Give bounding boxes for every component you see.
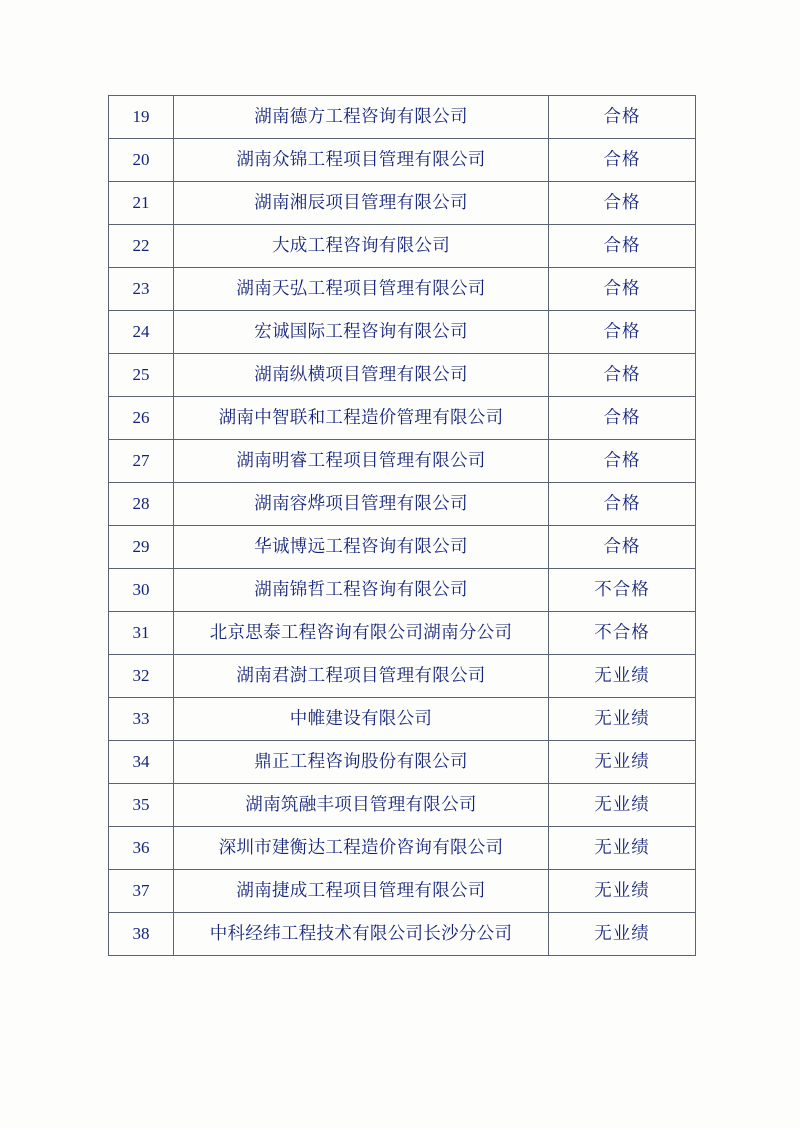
row-index-text: 27 [132, 450, 150, 470]
table-row [109, 569, 696, 612]
table-row [109, 698, 696, 741]
review-result-cell [549, 698, 696, 741]
company-name-cell [174, 139, 549, 182]
review-result-cell [549, 483, 696, 526]
table-row [109, 612, 696, 655]
review-result-text: 无业绩 [594, 708, 650, 729]
company-name-text: 湖南湘辰项目管理有限公司 [254, 192, 468, 213]
row-index-cell [109, 913, 174, 956]
company-name-cell [174, 569, 549, 612]
row-index-text: 25 [132, 364, 150, 384]
row-index-cell [109, 655, 174, 698]
company-name-text: 中科经纬工程技术有限公司长沙分公司 [209, 923, 513, 944]
row-index-text: 37 [132, 880, 150, 900]
row-index-cell [109, 569, 174, 612]
company-name-cell [174, 440, 549, 483]
company-name-cell [174, 741, 549, 784]
company-name-cell [174, 268, 549, 311]
company-name-cell [174, 612, 549, 655]
review-result-cell [549, 96, 696, 139]
review-result-text: 合格 [603, 321, 641, 342]
company-name-text: 湖南锦哲工程咨询有限公司 [254, 579, 468, 600]
review-result-cell [549, 440, 696, 483]
company-name-text: 鼎正工程咨询股份有限公司 [254, 751, 468, 772]
company-name-text: 中帷建设有限公司 [289, 708, 433, 729]
table-row [109, 225, 696, 268]
row-index-cell [109, 698, 174, 741]
row-index-cell [109, 354, 174, 397]
company-name-cell [174, 225, 549, 268]
row-index-text: 19 [132, 106, 150, 126]
company-name-cell [174, 913, 549, 956]
review-result-cell [549, 569, 696, 612]
row-index-text: 20 [132, 149, 150, 169]
table-row [109, 483, 696, 526]
review-result-cell [549, 784, 696, 827]
row-index-text: 28 [132, 493, 150, 513]
review-result-text: 无业绩 [594, 751, 650, 772]
review-result-cell [549, 311, 696, 354]
company-name-text: 北京思泰工程咨询有限公司湖南分公司 [209, 622, 513, 643]
review-result-text: 无业绩 [594, 794, 650, 815]
row-index-text: 22 [132, 235, 150, 255]
row-index-text: 32 [132, 665, 150, 685]
table-row [109, 182, 696, 225]
row-index-text: 34 [132, 751, 150, 771]
review-result-text: 无业绩 [594, 923, 650, 944]
company-name-cell [174, 526, 549, 569]
company-name-text: 大成工程咨询有限公司 [272, 235, 450, 256]
company-name-cell [174, 655, 549, 698]
review-result-cell [549, 913, 696, 956]
table-row [109, 354, 696, 397]
company-name-cell [174, 354, 549, 397]
review-result-text: 合格 [603, 450, 641, 471]
company-name-text: 湖南君澍工程项目管理有限公司 [236, 665, 486, 686]
review-result-cell [549, 225, 696, 268]
row-index-text: 21 [132, 192, 150, 212]
row-index-text: 33 [132, 708, 150, 728]
table-row [109, 440, 696, 483]
review-result-text: 合格 [603, 149, 641, 170]
company-name-cell [174, 311, 549, 354]
row-index-text: 36 [132, 837, 150, 857]
row-index-cell [109, 483, 174, 526]
company-name-text: 湖南容烨项目管理有限公司 [254, 493, 468, 514]
review-result-cell [549, 741, 696, 784]
company-name-text: 湖南纵横项目管理有限公司 [254, 364, 468, 385]
company-name-cell [174, 698, 549, 741]
row-index-cell [109, 397, 174, 440]
review-result-cell [549, 827, 696, 870]
row-index-text: 29 [132, 536, 150, 556]
review-result-text: 合格 [603, 106, 641, 127]
row-index-text: 26 [132, 407, 150, 427]
row-index-cell [109, 526, 174, 569]
review-results-table [108, 95, 696, 956]
table-body [109, 96, 696, 956]
row-index-text: 30 [132, 579, 150, 599]
table-row [109, 526, 696, 569]
row-index-cell [109, 139, 174, 182]
company-name-cell [174, 784, 549, 827]
review-result-text: 合格 [603, 364, 641, 385]
review-result-text: 合格 [603, 278, 641, 299]
review-result-cell [549, 354, 696, 397]
review-result-cell [549, 268, 696, 311]
review-result-text: 合格 [603, 235, 641, 256]
row-index-cell [109, 870, 174, 913]
review-result-text: 合格 [603, 536, 641, 557]
review-result-text: 无业绩 [594, 665, 650, 686]
row-index-text: 31 [132, 622, 150, 642]
review-result-text: 合格 [603, 493, 641, 514]
row-index-cell [109, 225, 174, 268]
table-row [109, 913, 696, 956]
company-name-cell [174, 483, 549, 526]
row-index-cell [109, 612, 174, 655]
row-index-text: 24 [132, 321, 150, 341]
review-result-text: 不合格 [594, 622, 650, 643]
company-name-cell [174, 397, 549, 440]
review-result-cell [549, 182, 696, 225]
table-row [109, 311, 696, 354]
company-name-cell [174, 182, 549, 225]
company-name-text: 湖南明睿工程项目管理有限公司 [236, 450, 486, 471]
table-row [109, 784, 696, 827]
company-name-text: 湖南筑融丰项目管理有限公司 [245, 794, 477, 815]
row-index-cell [109, 268, 174, 311]
company-name-text: 湖南捷成工程项目管理有限公司 [236, 880, 486, 901]
review-result-cell [549, 139, 696, 182]
review-result-cell [549, 397, 696, 440]
row-index-cell [109, 96, 174, 139]
table-row [109, 655, 696, 698]
company-name-text: 深圳市建衡达工程造价咨询有限公司 [218, 837, 504, 858]
company-name-text: 湖南德方工程咨询有限公司 [254, 106, 468, 127]
company-name-cell [174, 870, 549, 913]
company-name-text: 华诚博远工程咨询有限公司 [254, 536, 468, 557]
review-result-cell [549, 526, 696, 569]
row-index-cell [109, 784, 174, 827]
review-result-cell [549, 655, 696, 698]
row-index-cell [109, 827, 174, 870]
company-name-text: 湖南天弘工程项目管理有限公司 [236, 278, 486, 299]
row-index-cell [109, 182, 174, 225]
review-result-text: 合格 [603, 192, 641, 213]
table-row [109, 139, 696, 182]
review-result-text: 无业绩 [594, 837, 650, 858]
company-name-text: 宏诚国际工程咨询有限公司 [254, 321, 468, 342]
company-name-text: 湖南中智联和工程造价管理有限公司 [218, 407, 504, 428]
review-result-text: 无业绩 [594, 880, 650, 901]
row-index-text: 35 [132, 794, 150, 814]
row-index-text: 23 [132, 278, 150, 298]
table-row [109, 96, 696, 139]
table-row [109, 268, 696, 311]
review-result-cell [549, 612, 696, 655]
company-name-cell [174, 96, 549, 139]
row-index-text: 38 [132, 923, 150, 943]
row-index-cell [109, 311, 174, 354]
table-row [109, 870, 696, 913]
review-result-cell [549, 870, 696, 913]
company-name-text: 湖南众锦工程项目管理有限公司 [236, 149, 486, 170]
table-row [109, 741, 696, 784]
row-index-cell [109, 741, 174, 784]
review-result-text: 合格 [603, 407, 641, 428]
table-row [109, 397, 696, 440]
table-row [109, 827, 696, 870]
review-result-text: 不合格 [594, 579, 650, 600]
company-name-cell [174, 827, 549, 870]
row-index-cell [109, 440, 174, 483]
